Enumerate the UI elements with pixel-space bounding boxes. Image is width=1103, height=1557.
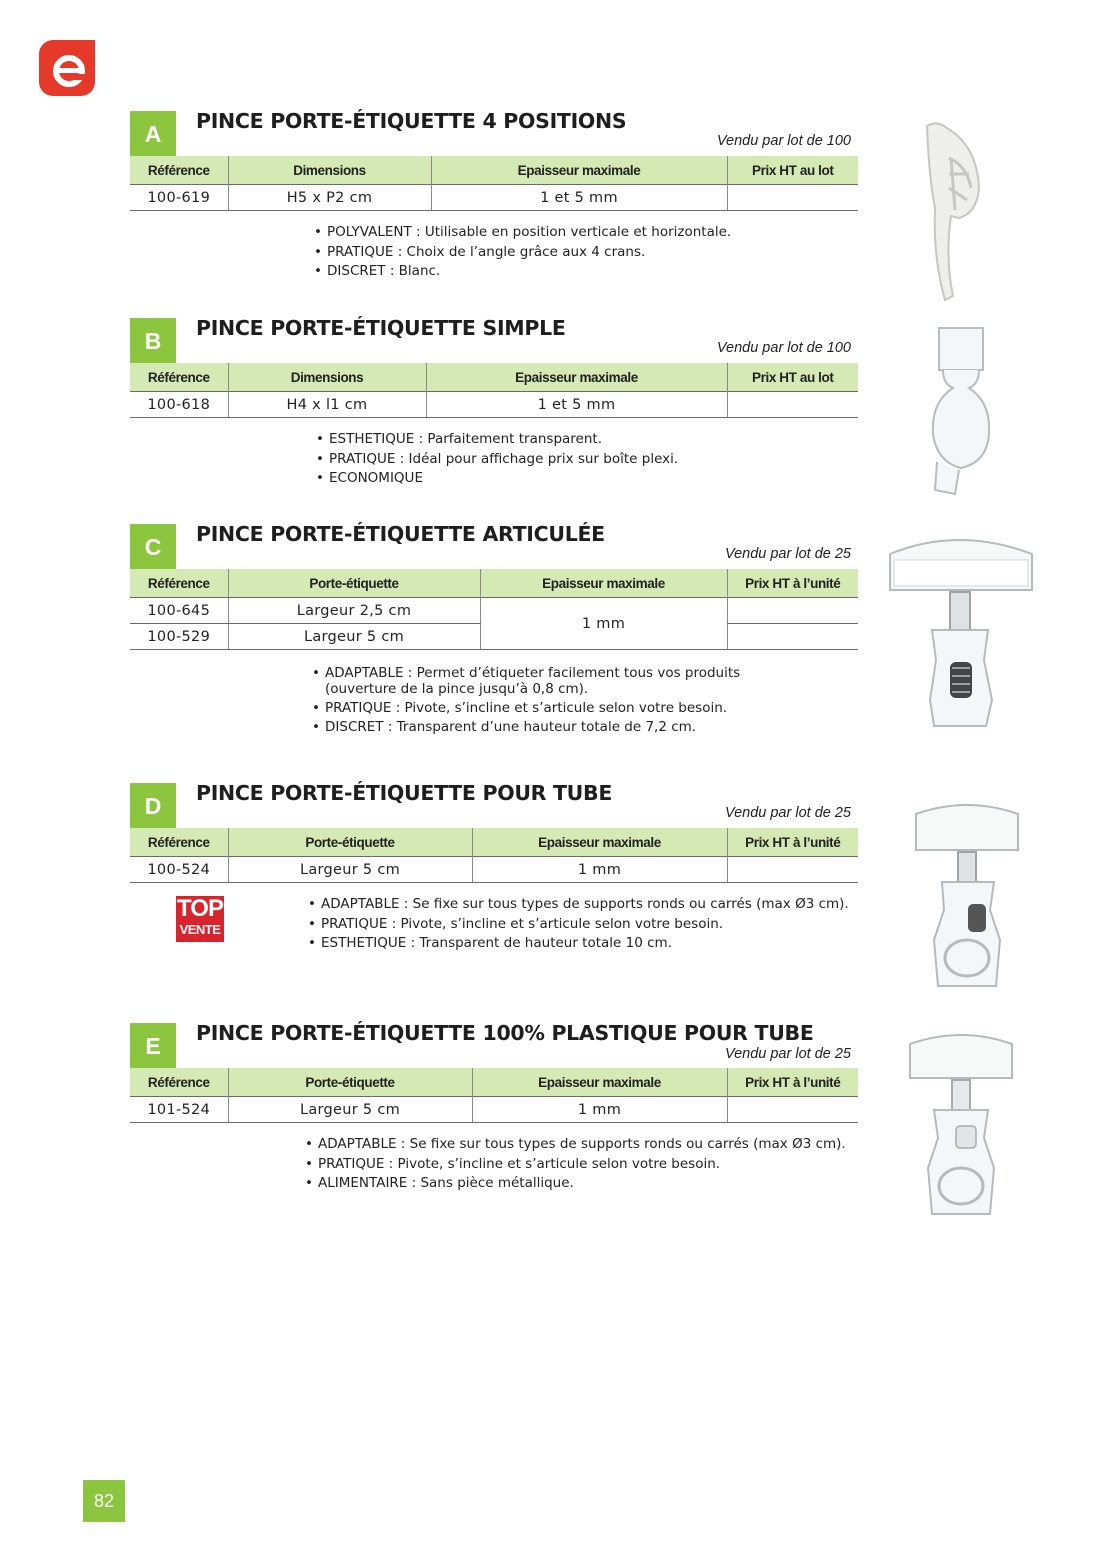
column-header: Prix HT à l’unité (727, 1068, 858, 1097)
column-header: Prix HT au lot (727, 363, 858, 392)
brand-logo (39, 40, 95, 96)
column-header: Porte-étiquette (228, 1068, 472, 1097)
product-title: PINCE PORTE-ÉTIQUETTE 4 POSITIONS (196, 109, 627, 133)
feature-item: • ADAPTABLE : Se fixe sur tous types de supports ronds ou carrés (max Ø3 cm). (308, 895, 849, 915)
top-sale-badge (176, 896, 224, 942)
feature-item: • ESTHETIQUE : Parfaitement transparent. (316, 430, 678, 450)
table-header-row (130, 828, 858, 857)
cell-reference: 101-524 (130, 1097, 228, 1123)
column-header: Epaisseur maximale (431, 156, 727, 185)
column-header: Epaisseur maximale (426, 363, 727, 392)
sold-by: Vendu par lot de 100 (716, 340, 851, 356)
product-table (130, 828, 858, 883)
product-image-b (925, 322, 997, 500)
sold-by: Vendu par lot de 25 (724, 1046, 851, 1062)
product-title: PINCE PORTE-ÉTIQUETTE ARTICULÉE (196, 522, 605, 546)
feature-list (316, 430, 678, 489)
section-letter: E (130, 1023, 176, 1069)
column-header: Dimensions (228, 156, 431, 185)
cell-reference: 100-529 (130, 624, 228, 650)
cell-label-holder: Largeur 2,5 cm (228, 598, 480, 624)
table-row (130, 392, 858, 418)
table-row (130, 857, 858, 883)
table-row (130, 185, 858, 211)
column-header: Dimensions (228, 363, 426, 392)
feature-text: ADAPTABLE : Permet d’étiqueter facilement tous vos produits (325, 665, 741, 681)
sold-by: Vendu par lot de 100 (716, 133, 851, 149)
cell-thickness: 1 et 5 mm (431, 185, 727, 211)
page-number: 82 (83, 1480, 125, 1522)
product-image-a (915, 118, 985, 303)
cell-label-holder: Largeur 5 cm (228, 1097, 472, 1123)
column-header: Porte-étiquette (228, 569, 480, 598)
table-row (130, 1097, 858, 1123)
product-table (130, 569, 858, 650)
cell-price (727, 185, 858, 211)
cell-price (727, 1097, 858, 1123)
product-table (130, 156, 858, 211)
feature-item: • DISCRET : Transparent d’une hauteur totale de 7,2 cm. (312, 719, 772, 735)
section-letter: A (130, 111, 176, 157)
feature-item: • DISCRET : Blanc. (314, 262, 731, 282)
badge-line1: TOP (177, 895, 223, 922)
cell-label-holder: Largeur 5 cm (228, 624, 480, 650)
feature-list (314, 223, 731, 282)
column-header: Epaisseur maximale (472, 1068, 727, 1097)
table-header-row (130, 156, 858, 185)
product-title: PINCE PORTE-ÉTIQUETTE SIMPLE (196, 316, 566, 340)
table-header-row (130, 1068, 858, 1097)
feature-item: • ESTHETIQUE : Transparent de hauteur totale 10 cm. (308, 934, 849, 954)
feature-list (305, 1135, 846, 1194)
feature-item: • PRATIQUE : Pivote, s’incline et s’articule selon votre besoin. (308, 915, 849, 935)
product-title: PINCE PORTE-ÉTIQUETTE POUR TUBE (196, 781, 613, 805)
badge-line2: VENTE (179, 922, 221, 937)
sold-by: Vendu par lot de 25 (724, 805, 851, 821)
section-letter: C (130, 524, 176, 570)
feature-item: • PRATIQUE : Choix de l’angle grâce aux 4 crans. (314, 243, 731, 263)
product-table (130, 363, 858, 418)
cell-price (727, 624, 858, 650)
table-header-row (130, 569, 858, 598)
cell-price (727, 598, 858, 624)
sold-by: Vendu par lot de 25 (724, 546, 851, 562)
column-header: Référence (130, 1068, 228, 1097)
feature-text-continued: (ouverture de la pince jusqu’à 0,8 cm). (325, 681, 589, 697)
product-image-e (906, 1030, 1016, 1222)
column-header: Référence (130, 828, 228, 857)
feature-item: • ECONOMIQUE (316, 469, 678, 489)
feature-item (312, 665, 772, 697)
column-header: Référence (130, 363, 228, 392)
product-title: PINCE PORTE-ÉTIQUETTE 100% PLASTIQUE POUR TUBE (196, 1021, 814, 1045)
cell-reference: 100-645 (130, 598, 228, 624)
cell-reference: 100-618 (130, 392, 228, 418)
column-header: Référence (130, 569, 228, 598)
table-header-row (130, 363, 858, 392)
cell-label-holder: Largeur 5 cm (228, 857, 472, 883)
feature-list (312, 665, 772, 738)
feature-item: • PRATIQUE : Pivote, s’incline et s’articule selon votre besoin. (305, 1155, 846, 1175)
cell-thickness: 1 mm (472, 857, 727, 883)
column-header: Prix HT au lot (727, 156, 858, 185)
column-header: Epaisseur maximale (472, 828, 727, 857)
cell-dimensions: H4 x l1 cm (228, 392, 426, 418)
cell-thickness: 1 et 5 mm (426, 392, 727, 418)
cell-reference: 100-619 (130, 185, 228, 211)
section-letter: B (130, 318, 176, 364)
feature-item: • PRATIQUE : Idéal pour affichage prix sur boîte plexi. (316, 450, 678, 470)
column-header: Epaisseur maximale (480, 569, 727, 598)
feature-item: • ADAPTABLE : Se fixe sur tous types de supports ronds ou carrés (max Ø3 cm). (305, 1135, 846, 1155)
feature-item: • PRATIQUE : Pivote, s’incline et s’articule selon votre besoin. (312, 700, 772, 716)
product-image-c (888, 530, 1034, 730)
feature-item: • ALIMENTAIRE : Sans pièce métallique. (305, 1174, 846, 1194)
cell-reference: 100-524 (130, 857, 228, 883)
feature-list (308, 895, 849, 954)
column-header: Porte-étiquette (228, 828, 472, 857)
cell-thickness: 1 mm (480, 598, 727, 650)
product-table (130, 1068, 858, 1123)
column-header: Prix HT à l’unité (727, 569, 858, 598)
cell-price (727, 857, 858, 883)
product-image-d (912, 800, 1022, 995)
cell-dimensions: H5 x P2 cm (228, 185, 431, 211)
cell-price (727, 392, 858, 418)
section-letter: D (130, 783, 176, 829)
table-row (130, 598, 858, 624)
feature-item: • POLYVALENT : Utilisable en position verticale et horizontale. (314, 223, 731, 243)
column-header: Prix HT à l’unité (727, 828, 858, 857)
cell-thickness: 1 mm (472, 1097, 727, 1123)
column-header: Référence (130, 156, 228, 185)
